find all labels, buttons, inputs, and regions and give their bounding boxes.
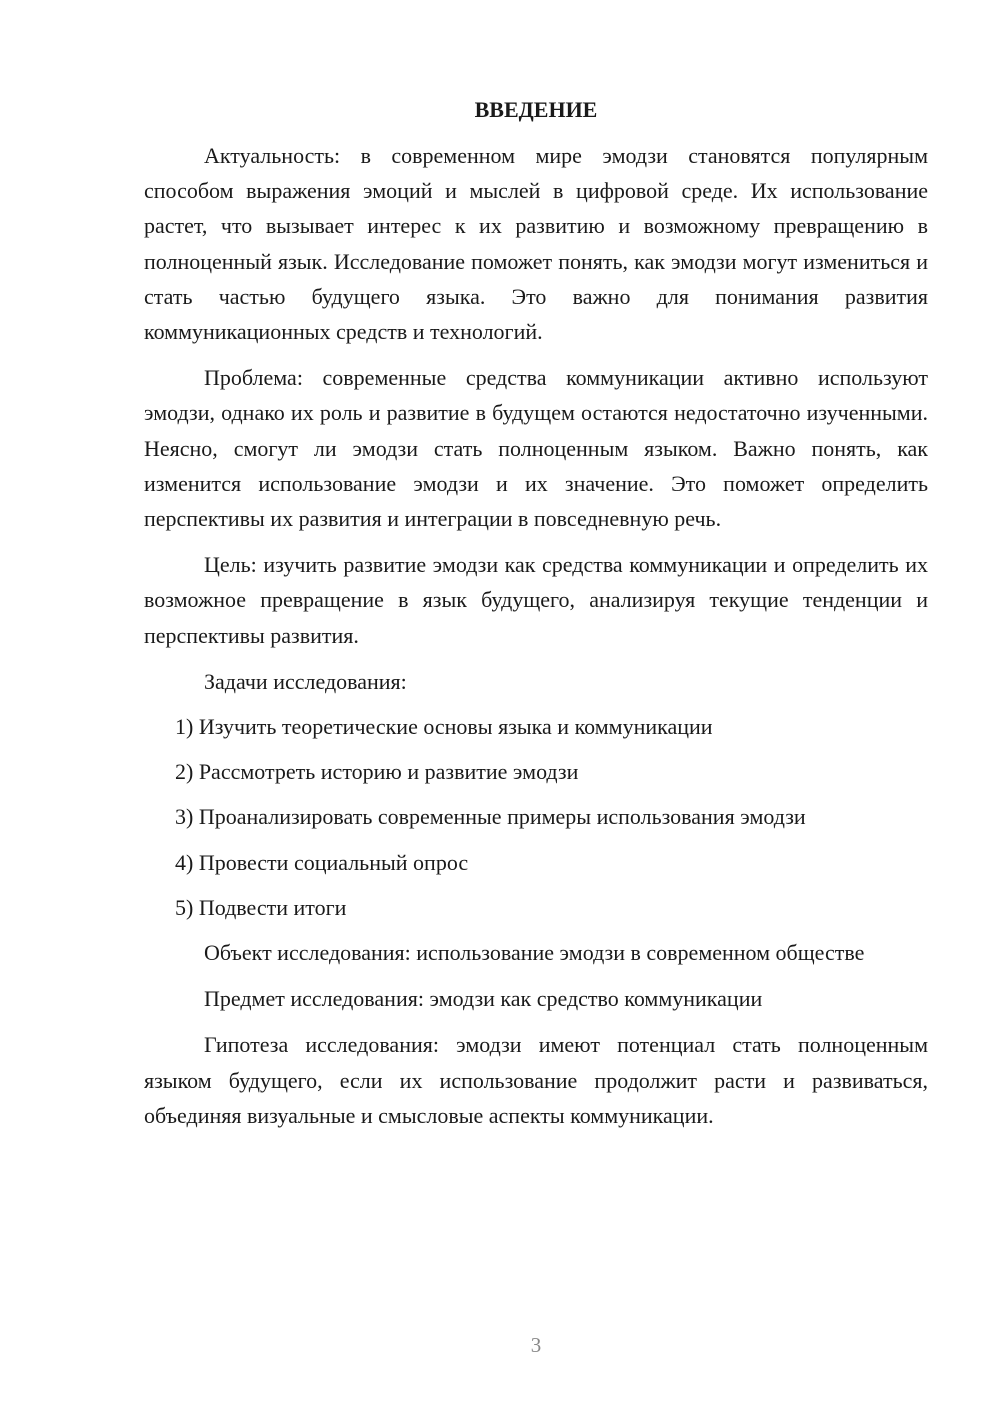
section-title: ВВЕДЕНИЕ (474, 97, 598, 122)
hypothesis-paragraph: Гипотеза исследования: эмодзи имеют потенциал стать полноценным языком будущего, если их использование продолжит расти и развиваться, объединяя визуальные и смысловые аспекты коммуникации. (144, 1032, 928, 1128)
tasks-list (144, 709, 928, 925)
page-number: 3 (530, 1333, 542, 1357)
goal-paragraph: Цель: изучить развитие эмодзи как средства коммуникации и определить их возможное превращение в язык будущего, анализируя текущие тенденции и перспективы развития. (144, 552, 928, 648)
relevance-paragraph: Актуальность: в современном мире эмодзи становятся популярным способом выражения эмоций и мыслей в цифровой среде. Их использование растет, что вызывает интерес к их развитию и возможному превращению в полноценный язык. Исследование поможет понять, как эмодзи могут измениться и стать частью будущего языка. Это важно для понимания развития коммуникационных средств и технологий. (144, 143, 928, 345)
object-paragraph: Объект исследования: использование эмодзи в современном обществе (204, 940, 865, 966)
task-item: 4) Провести социальный опрос (175, 849, 469, 875)
problem-paragraph: Проблема: современные средства коммуникации активно используют эмодзи, однако их роль и развитие в будущем остаются недостаточно изученными. Неясно, смогут ли эмодзи стать полноценным языком. Важно понять, как изменится использование эмодзи и их значение. Это поможет определить перспективы их развития и интеграции в повседневную речь. (144, 365, 928, 532)
document-page (144, 92, 928, 1144)
task-item: 5) Подвести итоги (175, 894, 347, 920)
task-item: 3) Проанализировать современные примеры использования эмодзи (175, 804, 806, 830)
subject-paragraph: Предмет исследования: эмодзи как средство коммуникации (204, 986, 763, 1012)
tasks-heading: Задачи исследования: (204, 668, 407, 694)
task-item: 2) Рассмотреть историю и развитие эмодзи (175, 759, 579, 785)
task-item: 1) Изучить теоретические основы языка и коммуникации (175, 714, 713, 740)
